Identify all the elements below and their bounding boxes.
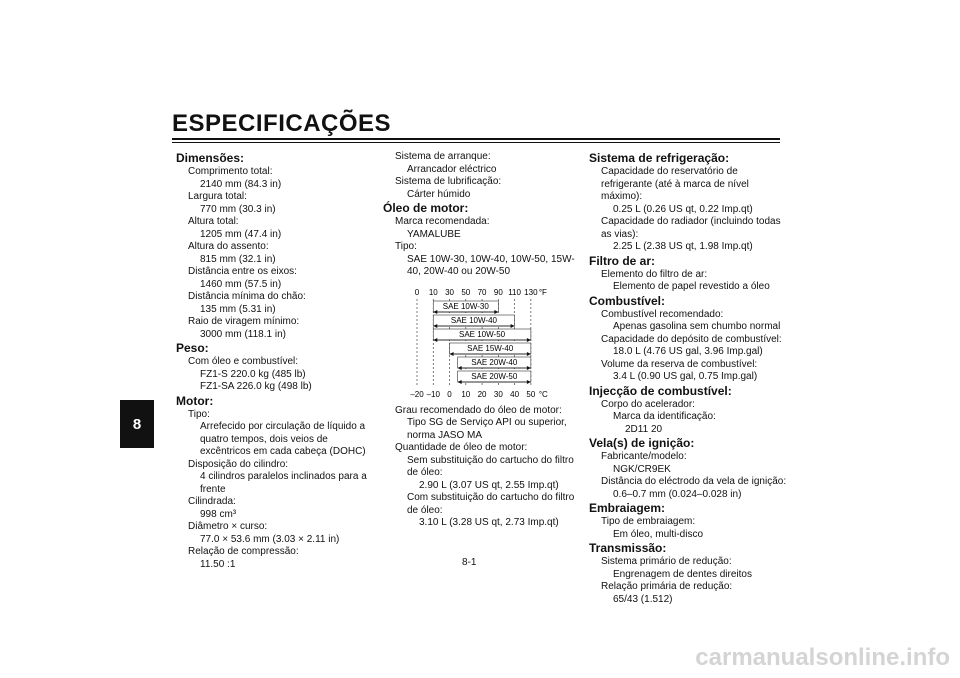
spec-line: Distância entre os eixos:: [188, 266, 297, 277]
celsius-tick-label: 40: [510, 389, 520, 399]
fahrenheit-tick-label: 30: [445, 287, 454, 297]
spec-line: 3.10 L (3.28 US qt, 2.73 Imp.qt): [419, 517, 559, 528]
spec-line: Com óleo e combustível:: [188, 356, 299, 367]
spec-line: 11.50 :1: [200, 558, 236, 570]
fahrenheit-tick-label: 90: [493, 287, 503, 297]
spec-line: Sistema de arranque:: [395, 151, 491, 162]
spec-line: Arrefecido por circulação de líquido a quatro tempos, dois veios de excêntricos em cada cabeça (DOHC): [200, 421, 366, 457]
spec-line: Engrenagem de dentes direitos: [613, 568, 752, 580]
watermark: carmanualsonline.info: [695, 644, 950, 671]
fahrenheit-tick-label: 70: [477, 287, 487, 297]
spec-line: Volume da reserva de combustível:: [601, 358, 758, 370]
section-heading: Filtro de ar:: [589, 253, 656, 268]
celsius-tick-label: –20: [410, 389, 424, 399]
spec-column-2-top: [383, 151, 583, 279]
spec-line: Disposição do cilindro:: [188, 458, 289, 470]
spec-line: 2.25 L (2.38 US qt, 1.98 Imp.qt): [613, 241, 753, 252]
viscosity-label: SAE 20W-40: [471, 357, 518, 367]
spec-line: 3.4 L (0.90 US gal, 0.75 Imp.gal): [613, 371, 758, 382]
spec-line: Diâmetro × curso:: [188, 521, 268, 532]
spec-line: YAMALUBE: [407, 228, 461, 240]
spec-line: Altura total:: [188, 216, 239, 227]
fahrenheit-tick-label: 110: [508, 287, 521, 297]
spec-column-2: [383, 151, 583, 530]
spec-line: 65/43 (1.512): [613, 593, 673, 605]
section-heading: Peso:: [176, 341, 209, 355]
section-heading: Embraiagem:: [589, 501, 666, 515]
spec-line: 0.6–0.7 mm (0.024–0.028 in): [613, 488, 742, 500]
celsius-tick-label: 10: [461, 389, 471, 399]
spec-line: Sistema de lubrificação:: [395, 176, 502, 187]
fahrenheit-tick-label: 10: [428, 287, 438, 297]
chapter-tab: 8: [120, 400, 154, 448]
spec-line: Corpo do acelerador:: [601, 398, 695, 410]
celsius-tick-label: 20: [477, 389, 487, 399]
spec-line: Altura do assento:: [188, 241, 269, 252]
celsius-tick-label: –10: [426, 389, 440, 399]
spec-line: Em óleo, multi-disco: [613, 528, 704, 540]
celsius-tick-label: 0: [447, 389, 452, 399]
spec-line: 18.0 L (4.76 US gal, 3.96 Imp.gal): [613, 346, 763, 357]
celsius-tick-label: 50: [526, 389, 536, 399]
spec-line: Elemento de papel revestido a óleo: [613, 281, 770, 292]
spec-line: Tipo de embraiagem:: [601, 516, 696, 527]
spec-column-1: [176, 151, 376, 571]
spec-line: 998 cm³: [200, 508, 237, 520]
spec-line: 2140 mm (84.3 in): [200, 178, 282, 190]
spec-line: Cárter húmido: [407, 188, 471, 200]
spec-line: 4 cilindros paralelos inclinados para a frente: [200, 471, 367, 495]
viscosity-label: SAE 20W-50: [471, 371, 518, 381]
spec-line: Tipo:: [188, 408, 210, 420]
spec-line: Elemento do filtro de ar:: [601, 268, 708, 280]
spec-line: Apenas gasolina sem chumbo normal: [613, 321, 781, 332]
viscosity-label: SAE 15W-40: [467, 343, 514, 353]
spec-line: Sistema primário de redução:: [601, 556, 732, 567]
spec-line: Cilindrada:: [188, 496, 236, 507]
spec-line: 2D11 20: [625, 423, 663, 435]
spec-line: FZ1-SA 226.0 kg (498 lb): [200, 381, 312, 392]
viscosity-label: SAE 10W-30: [442, 301, 489, 311]
spec-line: Com substituição do cartucho do filtro de óleo:: [407, 492, 575, 516]
section-heading: Vela(s) de ignição:: [589, 436, 695, 450]
spec-line: Capacidade do radiador (incluindo todas as vias):: [601, 216, 781, 240]
fahrenheit-tick-label: 130: [524, 287, 538, 297]
spec-line: FZ1-S 220.0 kg (485 lb): [200, 368, 306, 380]
celsius-tick-label: 30: [493, 389, 503, 399]
spec-line: Capacidade do depósito de combustível:: [601, 333, 782, 345]
spec-column-3: [589, 151, 789, 606]
section-heading: Combustível:: [589, 293, 666, 308]
viscosity-label: SAE 10W-40: [450, 315, 497, 325]
spec-line: Comprimento total:: [188, 166, 273, 177]
section-heading: Motor:: [176, 393, 214, 408]
spec-line: SAE 10W-30, 10W-40, 10W-50, 15W-40, 20W-40 ou 20W-50: [407, 253, 575, 277]
oil-viscosity-chart-svg: [389, 285, 549, 401]
spec-line: 815 mm (32.1 in): [200, 253, 276, 265]
oil-viscosity-chart: [389, 285, 583, 401]
section-heading: Dimensões:: [176, 151, 245, 165]
spec-line: NGK/CR9EK: [613, 463, 671, 475]
spec-line: Relação primária de redução:: [601, 581, 733, 592]
page-title: ESPECIFICAÇÕES: [172, 110, 392, 137]
spec-line: Grau recomendado do óleo de motor:: [395, 404, 562, 416]
spec-line: Combustível recomendado:: [601, 308, 724, 320]
page-number: 8-1: [462, 557, 477, 568]
spec-line: Relação de compressão:: [188, 546, 299, 557]
title-rule: [172, 138, 780, 140]
spec-line: 2.90 L (3.07 US qt, 2.55 Imp.qt): [419, 479, 559, 491]
spec-line: Fabricante/modelo:: [601, 451, 687, 462]
spec-line: Tipo:: [395, 241, 417, 252]
spec-line: Capacidade do reservatório de refrigerante (até à marca de nível máximo):: [601, 166, 749, 202]
spec-line: 770 mm (30.3 in): [200, 203, 276, 215]
spec-line: Largura total:: [188, 191, 247, 202]
spec-line: 135 mm (5.31 in): [200, 303, 276, 315]
section-heading: Injecção de combustível:: [589, 383, 732, 398]
spec-line: Distância mínima do chão:: [188, 291, 306, 302]
fahrenheit-unit-label: °F: [538, 287, 547, 297]
celsius-unit-label: °C: [538, 389, 548, 399]
title-rule-thin: [172, 142, 780, 143]
viscosity-label: SAE 10W-50: [459, 329, 506, 339]
spec-column-2-bottom: [383, 405, 583, 530]
spec-line: Quantidade de óleo de motor:: [395, 442, 528, 453]
fahrenheit-tick-label: 50: [461, 287, 471, 297]
spec-line: Arrancador eléctrico: [407, 163, 497, 175]
section-heading: Transmissão:: [589, 541, 667, 555]
spec-line: 1205 mm (47.4 in): [200, 228, 282, 240]
spec-line: Tipo SG de Serviço API ou superior, norma JASO MA: [407, 417, 567, 441]
spec-line: Marca recomendada:: [395, 216, 490, 227]
spec-line: 1460 mm (57.5 in): [200, 278, 282, 290]
section-heading: Sistema de refrigeração:: [589, 151, 730, 165]
spec-line: 0.25 L (0.26 US qt, 0.22 Imp.qt): [613, 203, 753, 215]
spec-line: 77.0 × 53.6 mm (3.03 × 2.11 in): [200, 533, 340, 545]
spec-line: Raio de viragem mínimo:: [188, 316, 300, 327]
fahrenheit-tick-label: 0: [414, 287, 420, 297]
spec-line: Distância do eléctrodo da vela de ignição:: [601, 476, 787, 487]
spec-line: Marca da identificação:: [613, 411, 716, 422]
spec-line: 3000 mm (118.1 in): [200, 328, 286, 340]
section-heading: Óleo de motor:: [383, 201, 469, 215]
spec-line: Sem substituição do cartucho do filtro de óleo:: [407, 454, 574, 478]
